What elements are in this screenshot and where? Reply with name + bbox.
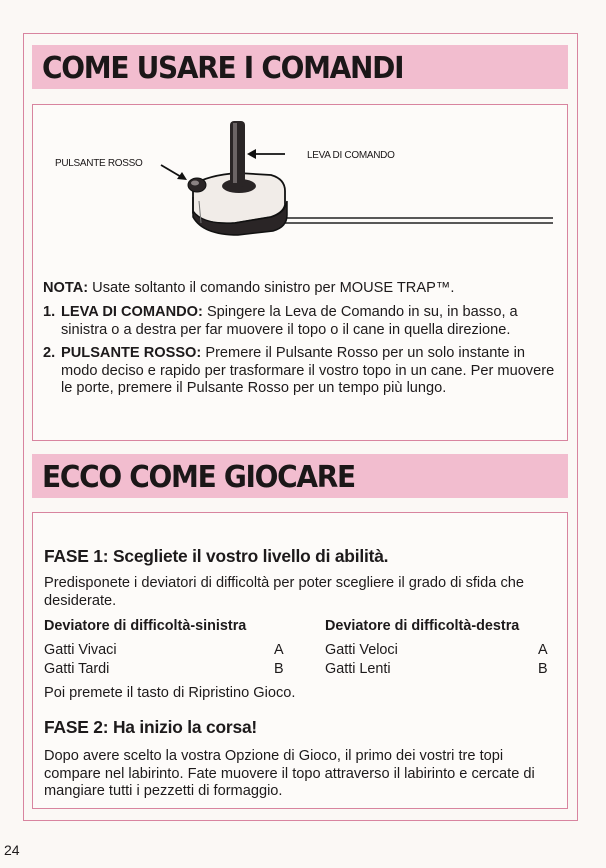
list-item: [43, 304, 558, 339]
left-option-a: Gatti Vivaci: [44, 642, 117, 658]
note-paragraph: [43, 280, 558, 298]
fase1-intro: Predisponete i deviatori di difficoltà per poter scegliere il grado di sfida che desiderate.: [44, 575, 524, 609]
list-item: [43, 345, 558, 398]
left-option-a-letter: A: [274, 642, 284, 658]
fase1-outro: Poi premete il tasto di Ripristino Gioco.: [44, 685, 296, 701]
right-option-a-letter: A: [538, 642, 548, 658]
right-option-b: Gatti Lenti: [325, 661, 391, 677]
fase2-title: FASE 2: Ha inizio la corsa!: [44, 717, 258, 737]
controls-list: [43, 304, 558, 404]
fase1-title: FASE 1: Scegliete il vostro livello di abilità.: [44, 546, 389, 566]
right-option-b-letter: B: [538, 661, 548, 677]
left-option-b: Gatti Tardi: [44, 661, 110, 677]
page-number: 24: [4, 842, 20, 858]
list-item-number: 1.: [43, 304, 56, 320]
howto-box: [32, 512, 568, 809]
section-title-controls: COME USARE I COMANDI: [42, 50, 404, 86]
label-red-button: PULSANTE ROSSO: [55, 158, 143, 169]
section-title-howto: ECCO COME GIOCARE: [42, 459, 355, 495]
left-switch-heading: Deviatore di difficoltà-sinistra: [44, 618, 247, 634]
list-item-text: Spingere la Leva de Comando in su, in basso, a sinistra o a destra per far muovere il topo o il cane in quella direzione.: [61, 304, 518, 338]
note-label: NOTA:: [43, 280, 89, 296]
right-switch-heading: Deviatore di difficoltà-destra: [325, 618, 520, 634]
label-joystick: LEVA DI COMANDO: [307, 150, 395, 161]
list-item-heading: PULSANTE ROSSO:: [61, 345, 202, 361]
fase2-text: Dopo avere scelto la vostra Opzione di Gioco, il primo dei vostri tre topi compare nel labirinto. Fate muovere il topo attraverso il labirinto e cercate di mangiare tutti i pezzetti di formaggio.: [44, 748, 535, 799]
left-option-b-letter: B: [274, 661, 284, 677]
right-option-a: Gatti Veloci: [325, 642, 398, 658]
joystick-stick: [230, 121, 245, 187]
joystick-illustration: [33, 105, 553, 245]
list-item-heading: LEVA DI COMANDO:: [61, 304, 203, 320]
list-item-number: 2.: [43, 345, 56, 361]
list-item-text: Premere il Pulsante Rosso per un solo instante in modo deciso e rapido per trasformare il vostro topo in un cane. Per muovere le porte, premere il Pulsante Rosso per un tempo più lungo.: [61, 345, 555, 396]
controls-box: [32, 104, 568, 441]
note-text: Usate soltanto il comando sinistro per MOUSE TRAP™.: [88, 280, 455, 296]
section-banner-controls: [32, 45, 568, 89]
section-banner-howto: [32, 454, 568, 498]
